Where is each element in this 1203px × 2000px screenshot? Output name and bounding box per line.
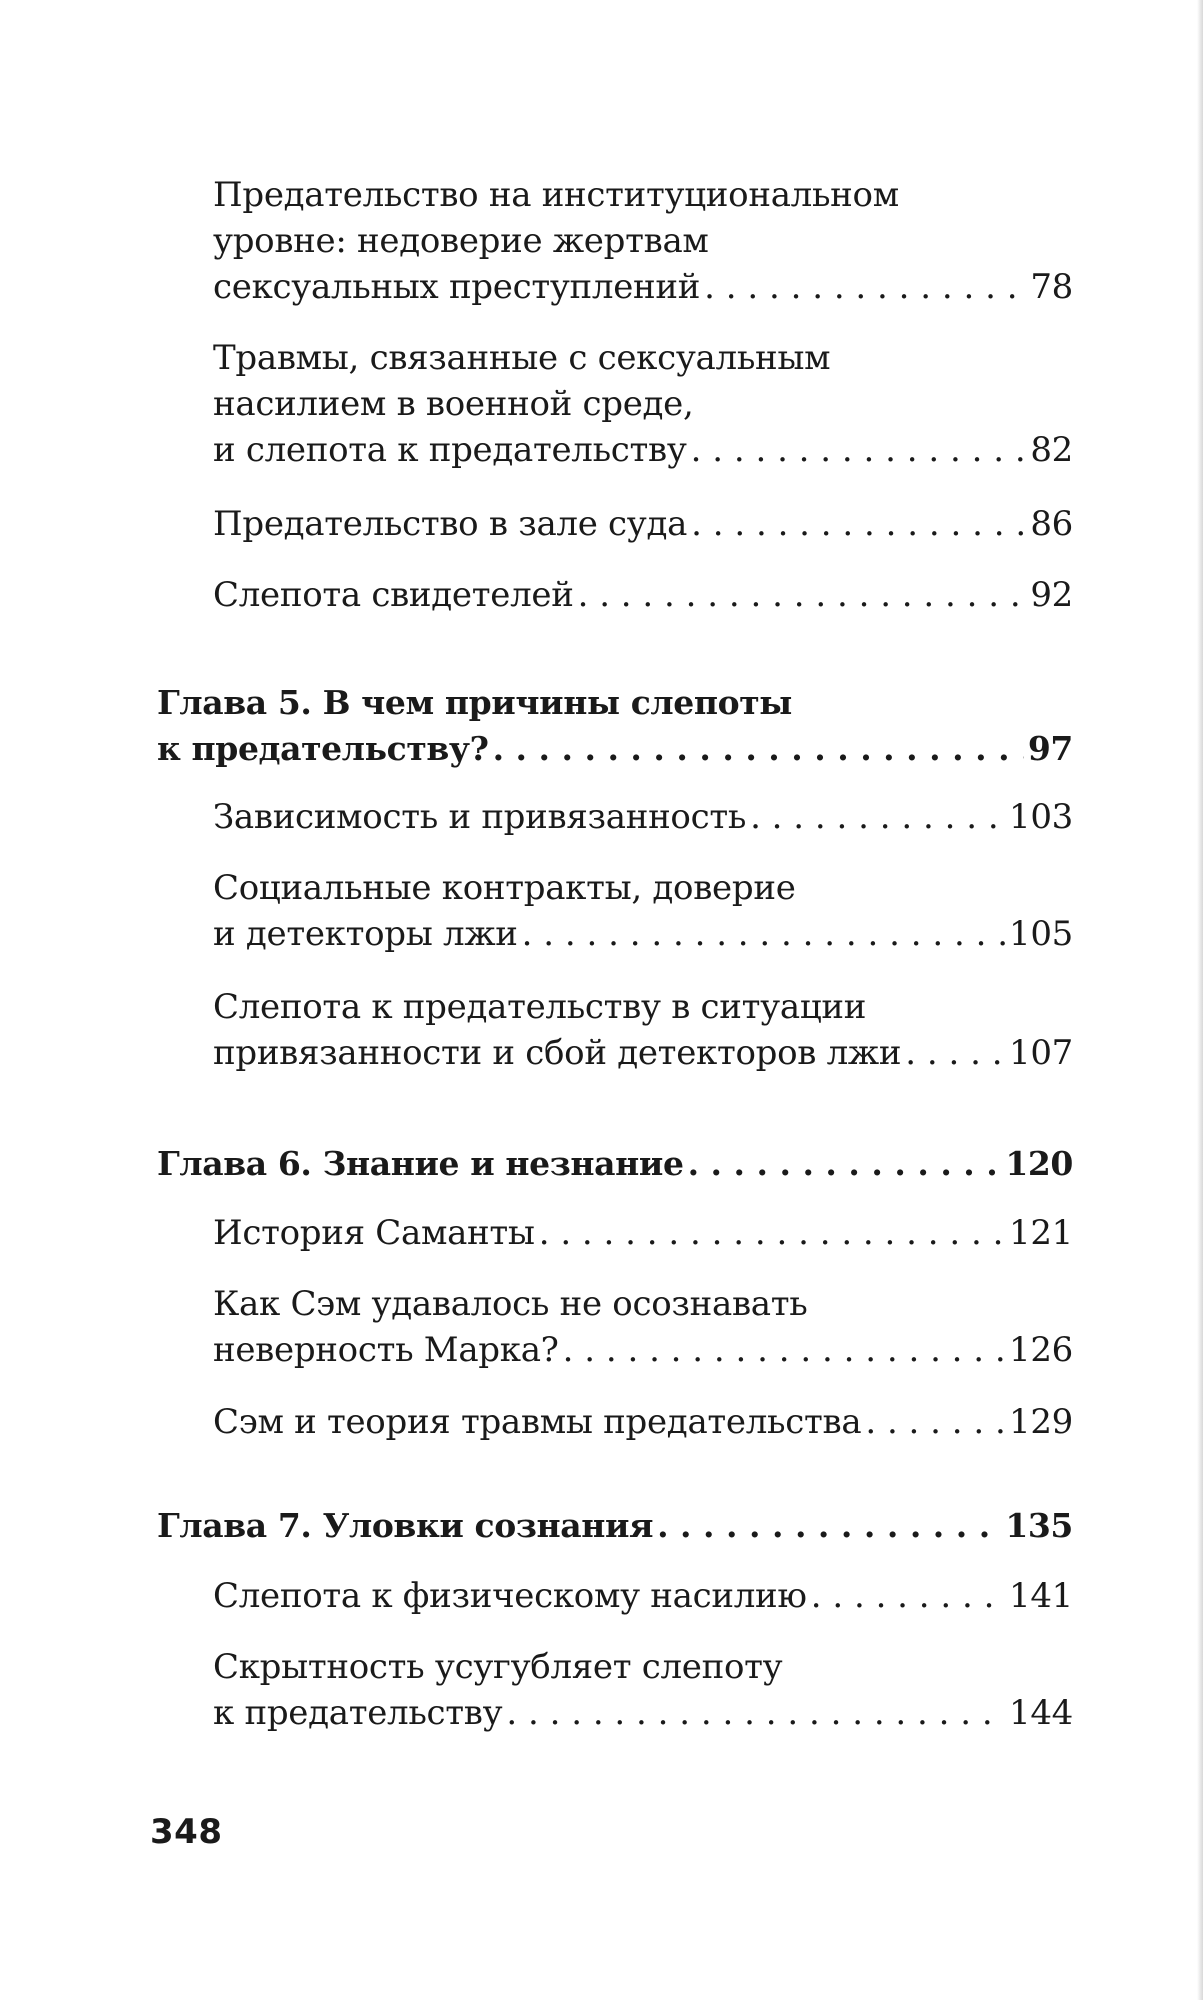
toc-entry-line: История Саманты [213,1213,535,1253]
leader-dots [688,1141,1002,1187]
toc-entry-line: привязанности и сбой детекторов лжи [213,1033,902,1073]
toc-page-number: 92 [1030,575,1073,615]
toc-entry [213,1399,1073,1445]
toc-entry-line: Зависимость и привязанность [213,797,747,837]
toc-page-number: 78 [1030,267,1073,307]
toc-entry-line: Сэм и теория травмы предательства [213,1402,862,1442]
toc-entry-line: сексуальных преступлений [213,267,701,307]
leader-dots [493,726,1024,772]
toc-entry-line: Слепота свидетелей [213,575,574,615]
toc-page-number: 107 [1009,1033,1073,1073]
toc-page-number: 129 [1009,1402,1073,1442]
toc-entry [213,1281,1073,1373]
toc-page-number: 126 [1009,1330,1073,1370]
toc-entry-line: Предательство на институциональном [213,175,899,215]
toc-page-number: 144 [1009,1693,1073,1733]
toc-entry [213,572,1073,618]
toc-entry-line: неверность Марка? [213,1330,559,1370]
leader-dots [657,1503,1001,1549]
toc-entry [213,1210,1073,1256]
leader-dots [691,427,1027,473]
leader-dots [811,1573,1005,1619]
toc-chapter [157,680,1073,772]
toc-page-number: 103 [1009,797,1073,837]
toc-entry [213,501,1073,547]
toc-chapter [157,1503,1073,1549]
leader-dots [691,501,1026,547]
leader-dots [578,572,1027,618]
toc-page-number: 97 [1027,729,1073,768]
toc-chapter [157,1141,1073,1187]
leader-dots [522,911,1005,957]
toc-entry [213,1644,1073,1736]
toc-chapter-line: к предательству? [157,729,489,768]
toc-entry-line: уровне: недоверие жертвам [213,221,709,261]
toc-entry [213,865,1073,957]
toc-entry-line: и слепота к предательству [213,430,687,470]
toc-entry-line: Слепота к предательству в ситуации [213,987,867,1027]
toc-entry-line: Социальные контракты, доверие [213,868,796,908]
toc-entry-line: Как Сэм удавалось не осознавать [213,1284,808,1324]
leader-dots [704,264,1026,310]
toc-entry [213,172,1073,310]
toc-page-number: 82 [1030,430,1073,470]
page-edge [1197,0,1203,2000]
toc-entry-line: Слепота к физическому насилию [213,1576,807,1616]
toc-entry-line: к предательству [213,1693,503,1733]
toc-page-number: 121 [1009,1213,1073,1253]
toc-chapter-line: Глава 5. В чем причины слепоты [157,683,792,722]
leader-dots [563,1327,1005,1373]
toc-entry [213,794,1073,840]
leader-dots [865,1399,1005,1445]
page-number: 348 [150,1812,223,1852]
leader-dots [750,794,1005,840]
toc-entry [213,335,1073,473]
leader-dots [506,1690,1005,1736]
toc-page-number: 141 [1009,1576,1073,1616]
toc-page-number: 120 [1005,1144,1073,1183]
toc-page-number: 105 [1009,914,1073,954]
leader-dots [539,1210,1005,1256]
toc-entry-line: Скрытность усугубляет слепоту [213,1647,783,1687]
toc-entry-line: насилием в военной среде, [213,384,694,424]
toc-entry-line: Предательство в зале суда [213,504,688,544]
toc-entry [213,1573,1073,1619]
toc-entry-line: и детекторы лжи [213,914,518,954]
toc-page-number: 86 [1030,504,1073,544]
toc-chapter-line: Глава 6. Знание и незнание [157,1144,684,1183]
toc-entry [213,984,1073,1076]
toc-entry-line: Травмы, связанные с сексуальным [213,338,831,378]
leader-dots [905,1030,1005,1076]
toc-page-number: 135 [1005,1506,1073,1545]
toc-chapter-line: Глава 7. Уловки сознания [157,1506,654,1545]
